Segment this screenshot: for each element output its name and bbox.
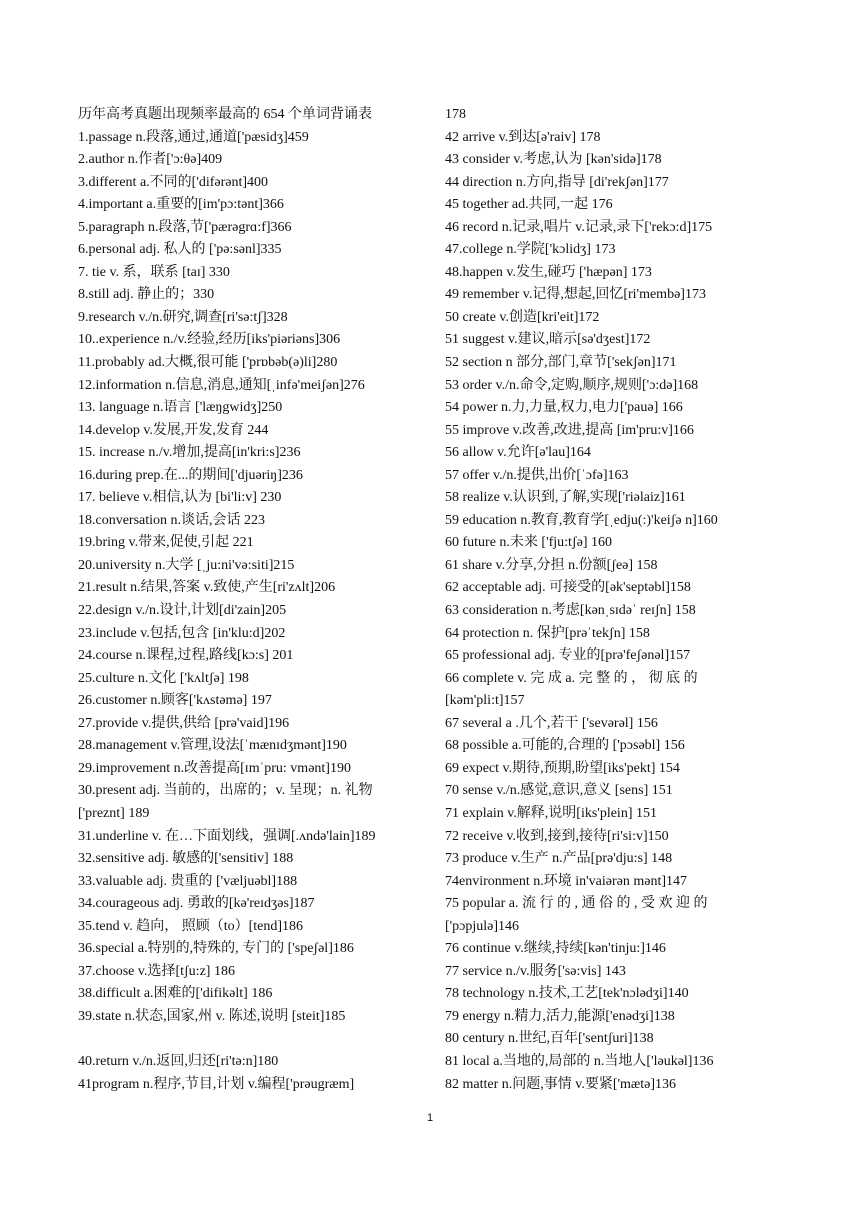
vocab-entry-line: 78 technology n.技术,工艺[tek'nɔlədʒi]140 (445, 986, 689, 1002)
vocab-entry-line: 37.choose v.选择[tʃu:z] 186 (78, 963, 235, 979)
vocab-entry-line: 62 acceptable adj. 可接受的[ək'septəbl]158 (445, 580, 691, 596)
vocab-entry-line: 56 allow v.允许[ə'lau]164 (445, 445, 591, 461)
vocab-entry-line: 58 realize v.认识到,了解,实现['riəlaiz]161 (445, 490, 686, 506)
vocab-entry-line: 67 several a .几个,若干 ['sevərəl] 156 (445, 715, 658, 731)
vocab-entry-line: 4.important a.重要的[im'pɔ:tənt]366 (78, 197, 284, 213)
vocab-entry-line: 40.return v./n.返回,归还[ri'tə:n]180 (78, 1053, 279, 1069)
vocab-entry-line: 22.design v./n.设计,计划[di'zain]205 (78, 603, 287, 619)
vocab-entry-line: 39.state n.状态,国家,州 v. 陈述,说明 [steit]185 (78, 1008, 346, 1024)
vocab-entry-line: 21.result n.结果,答案 v.致使,产生[ri'zʌlt]206 (78, 580, 336, 596)
vocab-entry-line: 25.culture n.文化 ['kʌltʃə] 198 (78, 670, 249, 686)
vocab-entry-line: 12.information n.信息,消息,通知[ˌinfə'meiʃən]276 (78, 377, 365, 393)
vocab-entry-line: 23.include v.包括,包含 [in'klu:d]202 (78, 625, 286, 641)
vocab-entry-line: 5.paragraph n.段落,节['pærəgrɑ:f]366 (78, 219, 292, 235)
vocab-entry-line: 14.develop v.发展,开发,发育 244 (78, 422, 269, 438)
vocab-entry-line: [kəm'pli:t]157 (445, 693, 525, 709)
vocab-entry-line: 6.personal adj. 私人的 ['pə:sənl]335 (78, 242, 282, 258)
vocab-entry-line: 36.special a.特别的,特殊的, 专门的 ['speʃəl]186 (78, 941, 354, 957)
right-word-list (445, 104, 785, 1096)
vocab-entry-line: 52 section n 部分,部门,章节['sekʃən]171 (445, 355, 677, 371)
vocab-entry-line: 82 matter n.问题,事情 v.要紧['mætə]136 (445, 1076, 677, 1092)
vocab-entry-line: 15. increase n./v.增加,提高[in'kri:s]236 (78, 445, 301, 461)
vocab-entry-line: 51 suggest v.建议,暗示[sə'dʒest]172 (445, 332, 651, 348)
vocab-entry-line: 43 consider v.考虑,认为 [kən'sidə]178 (445, 152, 662, 168)
vocab-entry-line: 27.provide v.提供,供给 [prə'vaid]196 (78, 715, 290, 731)
left-word-list (78, 127, 413, 1097)
vocab-entry-line: 11.probably ad.大概,很可能 ['prɒbəb(ə)li]280 (78, 355, 338, 371)
page-number: 1 (426, 1112, 434, 1124)
vocab-entry-line: ['preznt] 189 (78, 805, 150, 821)
vocab-entry-line: 71 explain v.解释,说明[iks'plein] 151 (445, 805, 657, 821)
vocab-entry-line: 75 popular a. 流 行 的 , 通 俗 的 , 受 欢 迎 的 (445, 896, 708, 912)
vocab-entry-line: 8.still adj. 静止的；330 (78, 287, 215, 303)
vocab-entry-line: 32.sensitive adj. 敏感的['sensitiv] 188 (78, 851, 294, 867)
vocab-entry-line: 46 record n.记录,唱片 v.记录,录下['rekɔ:d]175 (445, 219, 713, 235)
vocab-entry-line (78, 1028, 413, 1051)
vocab-entry-line: 17. believe v.相信,认为 [bi'li:v] 230 (78, 490, 282, 506)
vocab-entry-line: 49 remember v.记得,想起,回忆[ri'membə]173 (445, 287, 706, 303)
vocab-entry-line: 47.college n.学院['kɔlidʒ] 173 (445, 242, 616, 258)
vocab-entry-line: 59 education n.教育,教育学[ˌedju(:)'keiʃə n]160 (445, 512, 718, 528)
document-title: 历年高考真题出现频率最高的 654 个单词背诵表 (78, 107, 372, 122)
vocab-entry-line: 9.research v./n.研究,调查[ri'sə:tʃ]328 (78, 309, 288, 325)
vocab-entry-line: 42 arrive v.到达[ə'raiv] 178 (445, 129, 601, 145)
vocab-entry-line: 24.course n.课程,过程,路线[kɔ:s] 201 (78, 648, 294, 664)
vocab-entry-line: 30.present adj. 当前的，出席的；v. 呈现；n. 礼物 (78, 783, 373, 799)
vocab-entry-line: 1.passage n.段落,通过,通道['pæsidʒ]459 (78, 129, 309, 145)
vocab-entry-line: 26.customer n.顾客['kʌstəmə] 197 (78, 693, 272, 709)
vocab-entry-line: 65 professional adj. 专业的[prə'feʃənəl]157 (445, 648, 691, 664)
vocab-entry-line: 77 service n./v.服务['sə:vis] 143 (445, 963, 626, 979)
vocab-entry-line: 38.difficult a.困难的['difikəlt] 186 (78, 986, 273, 1002)
vocab-entry-line: 35.tend v. 趋向， 照顾（to）[tend]186 (78, 918, 304, 934)
vocab-entry-line: 45 together ad.共同,一起 176 (445, 197, 613, 213)
vocab-entry-line: 66 complete v. 完 成 a. 完 整 的 ， 彻 底 的 (445, 670, 698, 686)
vocab-entry-line: 13. language n.语言 ['læŋgwidʒ]250 (78, 400, 283, 416)
vocab-entry-line: 20.university n.大学 [ˌju:ni'və:siti]215 (78, 557, 295, 573)
vocab-entry-line: 61 share v.分享,分担 n.份额[ʃeə] 158 (445, 557, 658, 573)
vocab-entry-line: 54 power n.力,力量,权力,电力['pauə] 166 (445, 400, 683, 416)
vocab-entry-line: 70 sense v./n.感觉,意识,意义 [sens] 151 (445, 783, 673, 799)
vocab-entry-line: 64 protection n. 保护[prəˈtekʃn] 158 (445, 625, 650, 641)
vocab-entry-line: 81 local a.当地的,局部的 n.当地人['ləukəl]136 (445, 1053, 714, 1069)
vocab-entry-line: 31.underline v. 在…下面划线，强调[.ʌndə'lain]189 (78, 828, 376, 844)
vocab-entry-line: 29.improvement n.改善提高[ɪmˈpru: vmənt]190 (78, 760, 351, 776)
vocab-entry-line: 18.conversation n.谈话,会话 223 (78, 512, 266, 528)
vocab-entry-line: 69 expect v.期待,预期,盼望[iks'pekt] 154 (445, 760, 680, 776)
vocab-entry-line: 41program n.程序,节目,计划 v.编程['prəugræm] (78, 1076, 355, 1092)
vocab-entry-line: 57 offer v./n.提供,出价[ˈɔfə]163 (445, 467, 629, 483)
vocab-entry-line: 63 consideration n.考虑[kənˌsɪdəˈ reɪʃn] 158 (445, 603, 696, 619)
vocab-entry-line: 55 improve v.改善,改进,提高 [im'pru:v]166 (445, 422, 694, 438)
vocab-entry-line: ['pɔpjulə]146 (445, 918, 520, 934)
right-column (445, 104, 785, 1096)
vocab-entry-line: 28.management v.管理,设法[ˈmænɪdʒmənt]190 (78, 738, 347, 754)
vocab-entry-line: 76 continue v.继续,持续[kən'tinju:]146 (445, 941, 666, 957)
vocab-entry-line: 34.courageous adj. 勇敢的[kə'reɪdʒəs]187 (78, 896, 315, 912)
vocab-entry-line: 68 possible a.可能的,合理的 ['pɔsəbl] 156 (445, 738, 685, 754)
vocab-entry-line: 80 century n.世纪,百年['sentʃuri]138 (445, 1031, 654, 1047)
vocab-entry-line: 74environment n.环境 in'vaiərən mənt]147 (445, 873, 688, 889)
vocab-entry-line: 33.valuable adj. 贵重的 ['væljuəbl]188 (78, 873, 298, 889)
vocab-entry-line: 73 produce v.生产 n.产品[prə'dju:s] 148 (445, 851, 673, 867)
vocab-entry-line: 178 (445, 107, 466, 122)
vocab-entry-line: 44 direction n.方向,指导 [di'rekʃən]177 (445, 174, 669, 190)
vocab-entry-line: 19.bring v.带来,促使,引起 221 (78, 535, 254, 551)
vocab-entry-line: 7. tie v. 系，联系 [taɪ] 330 (78, 264, 230, 280)
vocab-entry-line: 79 energy n.精力,活力,能源['enədʒi]138 (445, 1008, 675, 1024)
vocab-entry-line: 2.author n.作者['ɔ:θə]409 (78, 152, 223, 168)
left-column (78, 104, 413, 1096)
vocab-entry-line: 50 create v.创造[kri'eit]172 (445, 309, 600, 325)
vocab-entry-line: 53 order v./n.命令,定购,顺序,规则['ɔ:də]168 (445, 377, 699, 393)
vocab-entry-line: 60 future n.未来 ['fju:tʃə] 160 (445, 535, 612, 551)
vocab-entry-line: 3.different a.不同的['difərənt]400 (78, 174, 269, 190)
vocab-entry-line: 72 receive v.收到,接到,接待[ri'si:v]150 (445, 828, 669, 844)
vocab-entry-line: 16.during prep.在...的期间['djuəriŋ]236 (78, 467, 303, 483)
vocab-entry-line: 10..experience n./v.经验,经历[iks'piəriəns]306 (78, 332, 341, 348)
vocab-entry-line: 48.happen v.发生,碰巧 ['hæpən] 173 (445, 264, 652, 280)
